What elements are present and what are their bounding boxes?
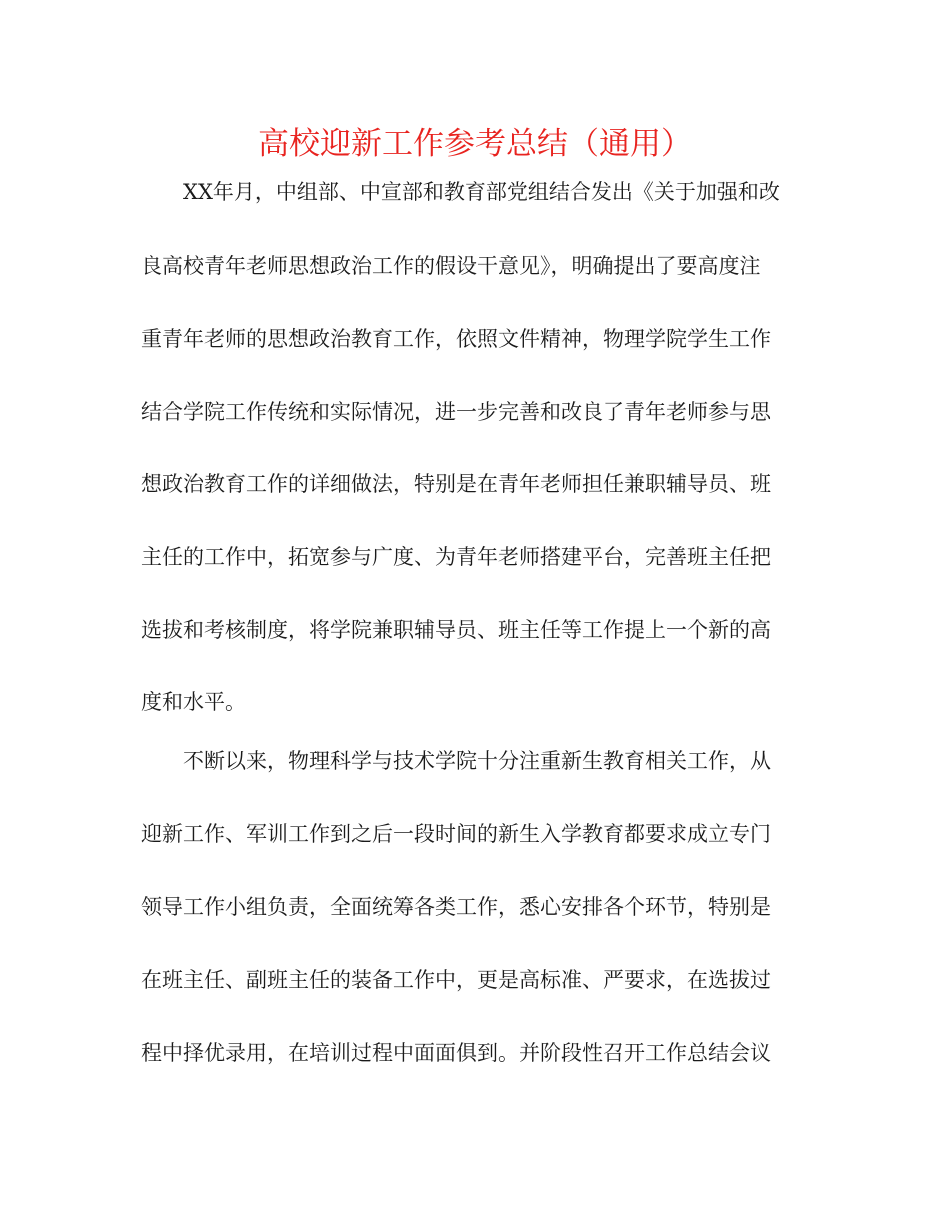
- paragraph-1-line-6: 主任的工作中，拓宽参与广度、为青年老师搭建平台，完善班主任把: [141, 545, 771, 569]
- paragraph-1-line-5: 想政治教育工作的详细做法，特别是在青年老师担任兼职辅导员、班: [141, 472, 771, 496]
- paragraph-1-line-3: 重青年老师的思想政治教育工作，依照文件精神，物理学院学生工作: [141, 327, 771, 351]
- document-title: 高校迎新工作参考总结（通用）: [258, 126, 692, 162]
- paragraph-2-line-3: 领导工作小组负责，全面统筹各类工作，悉心安排各个环节，特别是: [141, 895, 771, 919]
- paragraph-2-line-5: 程中择优录用，在培训过程中面面俱到。并阶段性召开工作总结会议: [141, 1041, 771, 1065]
- paragraph-2-line-4: 在班主任、副班主任的装备工作中，更是高标准、严要求，在选拔过: [141, 968, 771, 992]
- paragraph-1-line-1: XX年月，中组部、中宣部和教育部党组结合发出《关于加强和改: [183, 180, 780, 204]
- paragraph-1-line-4: 结合学院工作传统和实际情况，进一步完善和改良了青年老师参与思: [141, 400, 771, 424]
- paragraph-1-line-7: 选拔和考核制度，将学院兼职辅导员、班主任等工作提上一个新的高: [141, 618, 771, 642]
- paragraph-1-line-8: 度和水平。: [141, 690, 246, 714]
- paragraph-2-line-1: 不断以来，物理科学与技术学院十分注重新生教育相关工作，从: [183, 749, 771, 773]
- paragraph-1-line-2: 良高校青年老师思想政治工作的假设干意见》，明确提出了要高度注: [141, 254, 761, 278]
- paragraph-2-line-2: 迎新工作、军训工作到之后一段时间的新生入学教育都要求成立专门: [141, 822, 771, 846]
